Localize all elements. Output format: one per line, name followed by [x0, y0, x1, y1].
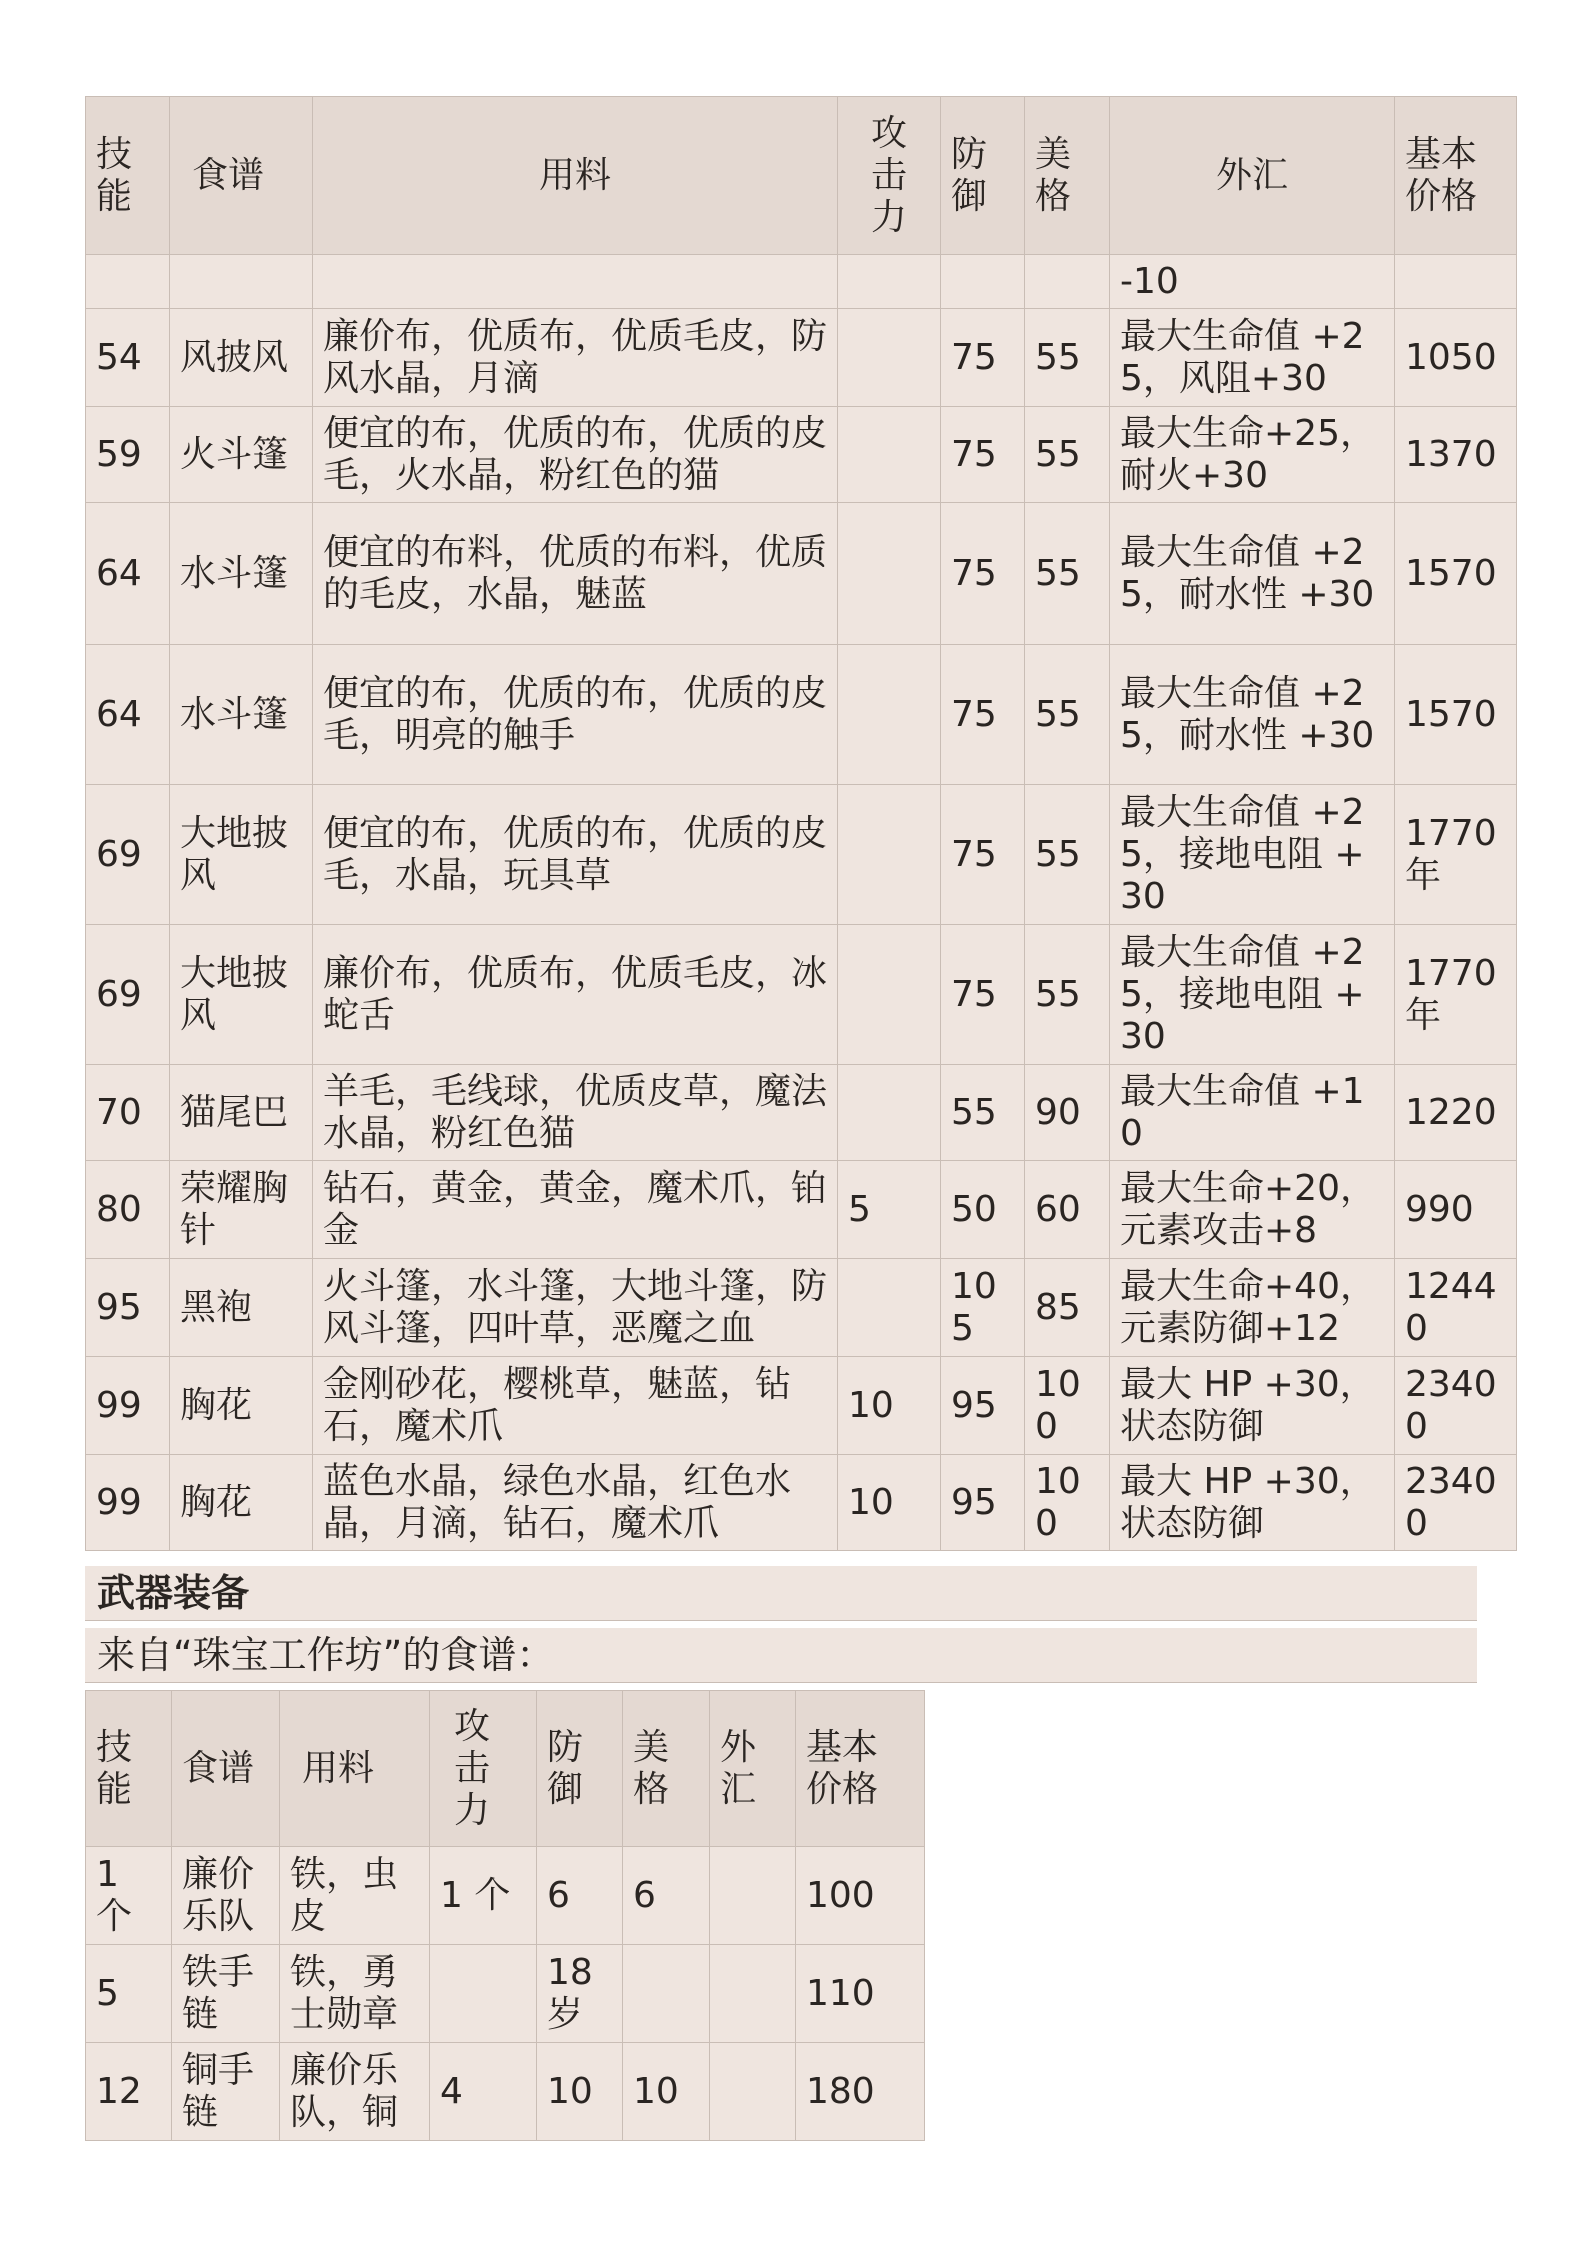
skill-cell: 95: [86, 1259, 170, 1357]
recipe-cell: 猫尾巴: [170, 1065, 313, 1161]
recipe-source-text: 来自“珠宝工作坊”的食谱：: [97, 1633, 555, 1677]
table-row: [86, 645, 1517, 785]
ingredients-cell: 廉价乐队，铜: [280, 2043, 430, 2141]
recipe-cell: 水斗篷: [170, 503, 313, 645]
recipe-cell: 风披风: [170, 309, 313, 407]
beauty-cell: 55: [1025, 407, 1110, 503]
defense-cell: 75: [941, 925, 1025, 1065]
base-price-cell: 1770 年: [1395, 785, 1517, 925]
base-price-cell: 110: [796, 1945, 925, 2043]
attack-cell: 10: [838, 1455, 941, 1551]
attack-cell: 1 个: [430, 1847, 537, 1945]
base-price-cell: 12440: [1395, 1259, 1517, 1357]
bonus-cell: [710, 1847, 796, 1945]
recipe-cell: 大地披风: [170, 925, 313, 1065]
recipe-cell: 铁手链: [172, 1945, 280, 2043]
bonus-cell: 最大生命值 +25，接地电阻 +30: [1110, 785, 1395, 925]
attack-cell: [430, 1945, 537, 2043]
skill-cell: 64: [86, 503, 170, 645]
ingredients-cell: 廉价布，优质布，优质毛皮，冰蛇舌: [313, 925, 838, 1065]
recipe-cell: 大地披风: [170, 785, 313, 925]
section-heading: 武器装备: [97, 1571, 250, 1615]
ingredients-cell: 钻石，黄金，黄金，魔术爪，铂金: [313, 1161, 838, 1259]
recipe-cell: 廉价乐队: [172, 1847, 280, 1945]
recipe-source-bar: [85, 1628, 1477, 1683]
skill-cell: 5: [86, 1945, 172, 2043]
bonus-cell: 最大 HP +30，状态防御: [1110, 1357, 1395, 1455]
table-row: [86, 309, 1517, 407]
attack-cell: [838, 407, 941, 503]
ingredients-cell: 便宜的布，优质的布，优质的皮毛，水晶，玩具草: [313, 785, 838, 925]
beauty-cell: 60: [1025, 1161, 1110, 1259]
header-recipe: 食谱: [172, 1691, 280, 1847]
attack-cell: [838, 309, 941, 407]
skill-cell: 59: [86, 407, 170, 503]
ingredients-cell: 羊毛，毛线球，优质皮草，魔法水晶，粉红色猫: [313, 1065, 838, 1161]
header-skill: 技能: [86, 1691, 172, 1847]
defense-cell: 10: [537, 2043, 623, 2141]
table-row: [86, 503, 1517, 645]
table-row: [86, 1065, 1517, 1161]
ingredients-cell: 金刚砂花，樱桃草，魅蓝，钻石，魔术爪: [313, 1357, 838, 1455]
section-heading-bar: [85, 1566, 1477, 1621]
bonus-cell: [710, 2043, 796, 2141]
bonus-cell: 最大 HP +30，状态防御: [1110, 1455, 1395, 1551]
table-row: [86, 1259, 1517, 1357]
skill-cell: 70: [86, 1065, 170, 1161]
bonus-cell: 最大生命+20，元素攻击+8: [1110, 1161, 1395, 1259]
base-price-cell: 1770 年: [1395, 925, 1517, 1065]
attack-cell: [838, 503, 941, 645]
table-row: [86, 925, 1517, 1065]
table-row: [86, 1161, 1517, 1259]
defense-cell: 75: [941, 503, 1025, 645]
header-ingredients: 用料: [313, 97, 838, 255]
recipe-cell: 火斗篷: [170, 407, 313, 503]
ingredients-cell: 便宜的布，优质的布，优质的皮毛，明亮的触手: [313, 645, 838, 785]
bonus-cell: 最大生命+25，耐火+30: [1110, 407, 1395, 503]
base-price-cell: 180: [796, 2043, 925, 2141]
ingredients-cell: 蓝色水晶，绿色水晶，红色水晶，月滴，钻石，魔术爪: [313, 1455, 838, 1551]
header-attack: 攻击力: [430, 1691, 537, 1847]
armor-recipe-table: [85, 96, 1517, 1551]
skill-cell: 80: [86, 1161, 170, 1259]
table-row: [86, 785, 1517, 925]
base-price-cell: 990: [1395, 1161, 1517, 1259]
beauty-cell: 55: [1025, 785, 1110, 925]
defense-cell: 55: [941, 1065, 1025, 1161]
beauty-cell: 55: [1025, 645, 1110, 785]
header-base-price: 基本价格: [1395, 97, 1517, 255]
defense-cell: 75: [941, 407, 1025, 503]
ingredients-cell: 铁，虫皮: [280, 1847, 430, 1945]
attack-cell: 4: [430, 2043, 537, 2141]
header-defense: 防御: [941, 97, 1025, 255]
table-row: [86, 1455, 1517, 1551]
ingredients-cell: 火斗篷，水斗篷，大地斗篷，防风斗篷，四叶草，恶魔之血: [313, 1259, 838, 1357]
beauty-cell: 100: [1025, 1357, 1110, 1455]
skill-cell: 69: [86, 925, 170, 1065]
defense-cell: 75: [941, 785, 1025, 925]
table-header-row: [86, 1691, 925, 1847]
beauty-cell: 55: [1025, 925, 1110, 1065]
attack-cell: 5: [838, 1161, 941, 1259]
recipe-cell: 水斗篷: [170, 645, 313, 785]
table-row: [86, 1847, 925, 1945]
recipe-cell: 黑袍: [170, 1259, 313, 1357]
header-bonus: 外汇: [710, 1691, 796, 1847]
table-header-row: [86, 97, 1517, 255]
base-price-cell: [1395, 255, 1517, 309]
skill-cell: 1 个: [86, 1847, 172, 1945]
recipe-cell: 胸花: [170, 1455, 313, 1551]
defense-cell: 75: [941, 645, 1025, 785]
beauty-cell: 55: [1025, 503, 1110, 645]
skill-cell: [86, 255, 170, 309]
header-attack: 攻击力: [838, 97, 941, 255]
bonus-cell: 最大生命值 +10: [1110, 1065, 1395, 1161]
attack-cell: [838, 925, 941, 1065]
base-price-cell: 1370: [1395, 407, 1517, 503]
recipe-cell: 胸花: [170, 1357, 313, 1455]
header-beauty: 美格: [623, 1691, 710, 1847]
base-price-cell: 1570: [1395, 503, 1517, 645]
header-skill: 技能: [86, 97, 170, 255]
header-recipe: 食谱: [170, 97, 313, 255]
skill-cell: 99: [86, 1455, 170, 1551]
recipe-cell: 荣耀胸针: [170, 1161, 313, 1259]
skill-cell: 64: [86, 645, 170, 785]
base-price-cell: 1220: [1395, 1065, 1517, 1161]
base-price-cell: 1050: [1395, 309, 1517, 407]
defense-cell: 18 岁: [537, 1945, 623, 2043]
header-ingredients: 用料: [280, 1691, 430, 1847]
base-price-cell: 23400: [1395, 1455, 1517, 1551]
skill-cell: 54: [86, 309, 170, 407]
defense-cell: 95: [941, 1455, 1025, 1551]
recipe-cell: [170, 255, 313, 309]
base-price-cell: 23400: [1395, 1357, 1517, 1455]
defense-cell: 50: [941, 1161, 1025, 1259]
ingredients-cell: 廉价布，优质布，优质毛皮，防风水晶，月滴: [313, 309, 838, 407]
beauty-cell: 85: [1025, 1259, 1110, 1357]
beauty-cell: 10: [623, 2043, 710, 2141]
bonus-cell: 最大生命值 +25，耐水性 +30: [1110, 503, 1395, 645]
table-row: [86, 407, 1517, 503]
table-row: [86, 2043, 925, 2141]
header-defense: 防御: [537, 1691, 623, 1847]
defense-cell: [941, 255, 1025, 309]
header-beauty: 美格: [1025, 97, 1110, 255]
weapon-recipe-table: [85, 1690, 925, 2141]
skill-cell: 12: [86, 2043, 172, 2141]
bonus-cell: [710, 1945, 796, 2043]
base-price-cell: 1570: [1395, 645, 1517, 785]
attack-cell: 10: [838, 1357, 941, 1455]
beauty-cell: 100: [1025, 1455, 1110, 1551]
bonus-cell: 最大生命值 +25，风阻+30: [1110, 309, 1395, 407]
beauty-cell: 6: [623, 1847, 710, 1945]
attack-cell: [838, 1259, 941, 1357]
bonus-cell: 最大生命+40，元素防御+12: [1110, 1259, 1395, 1357]
beauty-cell: [623, 1945, 710, 2043]
base-price-cell: 100: [796, 1847, 925, 1945]
defense-cell: 105: [941, 1259, 1025, 1357]
attack-cell: [838, 645, 941, 785]
skill-cell: 69: [86, 785, 170, 925]
attack-cell: [838, 1065, 941, 1161]
defense-cell: 95: [941, 1357, 1025, 1455]
bonus-cell: 最大生命值 +25，耐水性 +30: [1110, 645, 1395, 785]
ingredients-cell: 便宜的布料，优质的布料，优质的毛皮，水晶，魅蓝: [313, 503, 838, 645]
table-row: [86, 1945, 925, 2043]
ingredients-cell: [313, 255, 838, 309]
ingredients-cell: 铁，勇士勋章: [280, 1945, 430, 2043]
beauty-cell: [1025, 255, 1110, 309]
bonus-cell: -10: [1110, 255, 1395, 309]
defense-cell: 6: [537, 1847, 623, 1945]
recipe-cell: 铜手链: [172, 2043, 280, 2141]
header-bonus: 外汇: [1110, 97, 1395, 255]
skill-cell: 99: [86, 1357, 170, 1455]
table-row: [86, 255, 1517, 309]
attack-cell: [838, 255, 941, 309]
table-row: [86, 1357, 1517, 1455]
ingredients-cell: 便宜的布，优质的布，优质的皮毛，火水晶，粉红色的猫: [313, 407, 838, 503]
attack-cell: [838, 785, 941, 925]
bonus-cell: 最大生命值 +25，接地电阻 +30: [1110, 925, 1395, 1065]
header-base-price: 基本价格: [796, 1691, 925, 1847]
beauty-cell: 90: [1025, 1065, 1110, 1161]
defense-cell: 75: [941, 309, 1025, 407]
beauty-cell: 55: [1025, 309, 1110, 407]
